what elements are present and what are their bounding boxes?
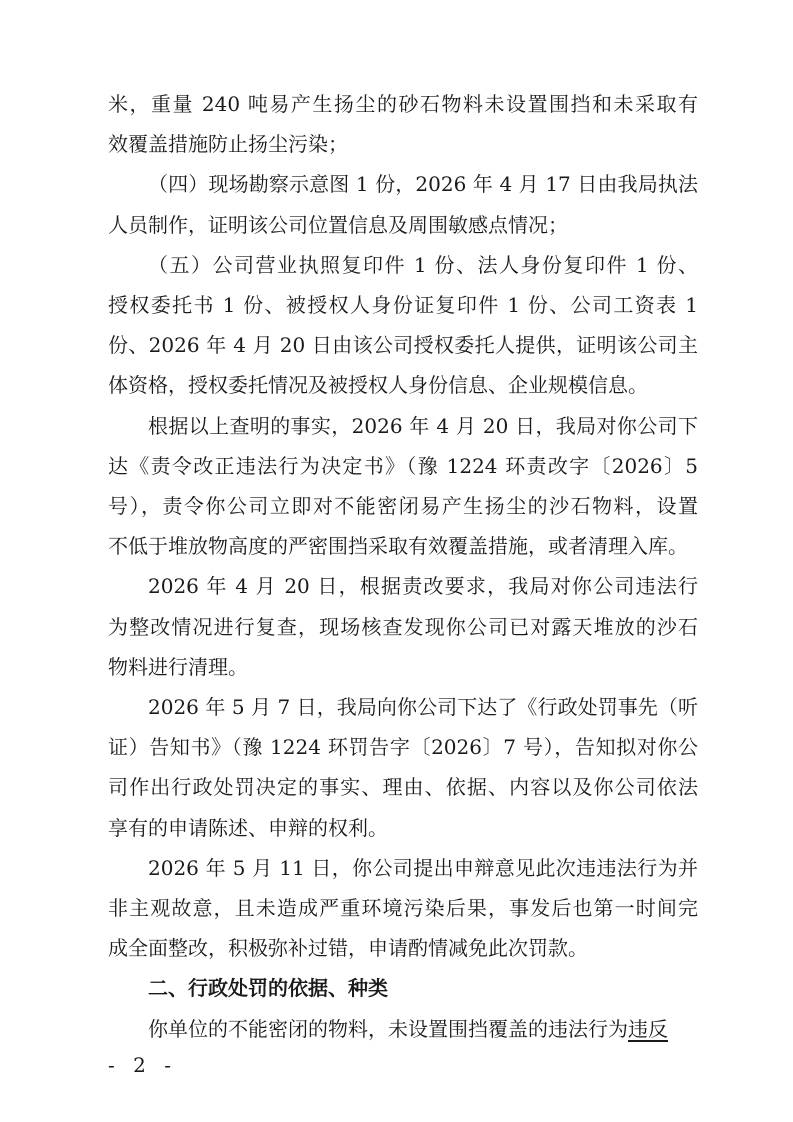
body-line: 2026 年 5 月 11 日，你公司提出申辩意见此次违违法行为并 — [148, 856, 698, 880]
body-line: 司作出行政处罚决定的事实、理由、依据、内容以及你公司依法 — [108, 775, 698, 799]
body-line: 号），责令你公司立即对不能密闭易产生扬尘的沙石物料，设置 — [108, 494, 698, 518]
body-line: 2026 年 5 月 7 日，我局向你公司下达了《行政处罚事先（听 — [148, 695, 698, 719]
body-line: 达《责令改正违法行为决定书》（豫 1224 环责改字〔2026〕5 — [108, 454, 698, 478]
section-heading: 二、行政处罚的依据、种类 — [148, 976, 388, 1000]
body-line: 成全面整改，积极弥补过错，申请酌情减免此次罚款。 — [108, 936, 588, 960]
body-line: 体资格，授权委托情况及被授权人身份信息、企业规模信息。 — [108, 373, 648, 397]
body-line: （四）现场勘察示意图 1 份，2026 年 4 月 17 日由我局执法 — [148, 172, 698, 196]
page-number: - 2 - — [108, 1053, 177, 1077]
body-line: 米，重量 240 吨易产生扬尘的砂石物料未设置围挡和未采取有 — [108, 92, 698, 116]
body-line: 根据以上查明的事实，2026 年 4 月 20 日，我局对你公司下 — [148, 414, 698, 438]
body-line: 授权委托书 1 份、被授权人身份证复印件 1 份、公司工资表 1 — [108, 293, 698, 317]
body-line: 人员制作，证明该公司位置信息及周围敏感点情况； — [108, 213, 568, 237]
body-line: 非主观故意，且未造成严重环境污染后果，事发后也第一时间完 — [108, 896, 698, 920]
body-line: 不低于堆放物高度的严密围挡采取有效覆盖措施，或者清理入库。 — [108, 534, 688, 558]
final-line-text: 你单位的不能密闭的物料，未设置围挡覆盖的违法行为 — [148, 1017, 628, 1041]
body-line: 享有的申请陈述、申辩的权利。 — [108, 816, 388, 840]
body-line-final — [148, 1015, 698, 1043]
body-line: 份、2026 年 4 月 20 日由该公司授权委托人提供，证明该公司主 — [108, 333, 698, 357]
body-line: 物料进行清理。 — [108, 655, 248, 679]
body-line: 为整改情况进行复查，现场核查发现你公司已对露天堆放的沙石 — [108, 615, 698, 639]
body-line: （五）公司营业执照复印件 1 份、法人身份复印件 1 份、 — [148, 253, 698, 277]
body-line: 2026 年 4 月 20 日，根据责改要求，我局对你公司违法行 — [148, 574, 698, 598]
underlined-text: 违反 — [628, 1017, 668, 1041]
body-line: 效覆盖措施防止扬尘污染； — [108, 132, 348, 156]
body-line: 证）告知书》（豫 1224 环罚告字〔2026〕7 号），告知拟对你公 — [108, 735, 698, 759]
